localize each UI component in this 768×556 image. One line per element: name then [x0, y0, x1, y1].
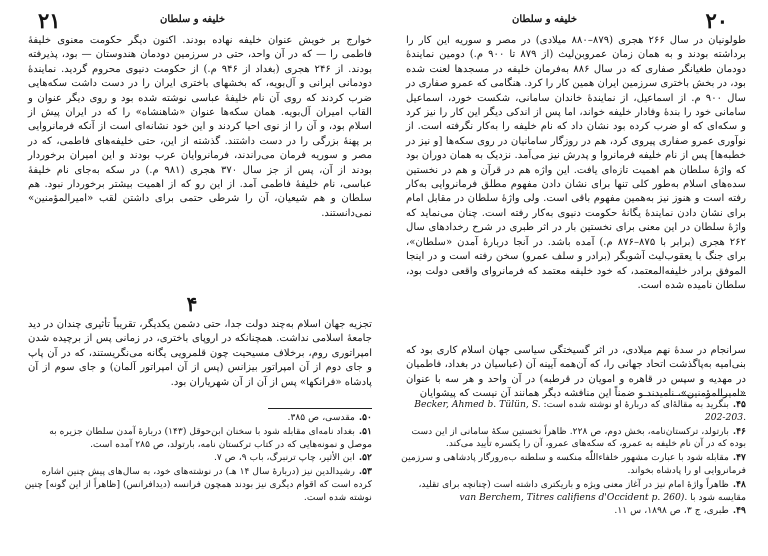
footnote-number: ۵۱.	[358, 425, 372, 437]
footnote-text: بغداد نامه‌ای مقابله شود با سخنان ابن‌حوقل (۱۴۳) دربارهٔ آمدن سلطان جزیره به موصل و نمونه‌هایی که در کتاب ترکستان نامه، بارتولد، ص ۲۸۵ آمده است.	[49, 425, 372, 450]
footnote	[400, 399, 746, 425]
body-paragraph: خوارج بر خویش عنوان خلیفه نهاده بودند. اکنون دیگر حکومت معنوی خلیفهٔ فاطمی را — که در آن واحد، حتی در سرزمین دودمان هندوستان — بود، پذیرفته بودند. از ۲۴۶ هجری (بغداد از ۹۴۶ م.) از حکومت دنیوی محروم گردید. نمایندهٔ دودمانی ایرانی و آل‌بویه، که بخشهای باختری ایران را در دست داشت سکه‌هایی ضرب کردند که روی آن نام خلیفهٔ عباسی نوشته شده بود و روی دیگر عنوان و القاب امیران آل‌بویه. همان سکه‌ها عنوان «شاهنشاه» را که در ایران پیش از اسلام بود، و آن را از نوی احیا کردند و این خود نشانه‌ای است از آنکه فرمانروایی بر پهنهٔ بزرگی را در دست داشتند. گذشته از این، حتی خلیفه‌های فاطمی، که در مصر و سوریه فرمان می‌راندند، فرمانروایان عرب بودند و این امیران برخوردار بودند از آن، پس از جز سال ۳۷۰ هجری (۹۸۱ م.) در سکه به‌جای نام خلیفهٔ عباسی، نام خلیفهٔ فاطمی آمد. از این رو که از اهمیت بیشتر برخوردار نبود. هم سلطان و هم شیعیان، آن را شرطی حتمی برای داشتن لقب «امیرالمؤمنین» نمی‌دانستند.	[28, 35, 373, 219]
footnote	[400, 505, 746, 518]
footnote	[400, 479, 746, 505]
footnote-text: مقابله شود با عبارت مشهور خلفاءاللّٰه منکسه و سلطنه ب‌ه‌رورگار پادشاهی و سرزمین فرمانروایی او را پادشاه بخواند.	[401, 452, 746, 476]
footnote-number: ۵۰.	[358, 412, 372, 423]
footnote-text: بارتولد، ترکستان‌نامه، بخش دوم، ص ۲۲۸. ظاهراً نخستین سکهٔ سامانی از این دست بوده که در آن نام خلیفه به عمرو، که سکه‌های عمرو، آن را یکسره تأیید می‌کند.	[411, 425, 746, 450]
footnote-number: ۴۹.	[732, 505, 746, 517]
running-head: خلیفه و سلطان	[512, 14, 578, 25]
footnote-text: رشیدالدین نیز (دربارهٔ سال ۱۴ هـ) در نوشته‌های خود، به سال‌های پیش چنین اشاره کرده است که اقوام دیگری نیز بودند همچون فرانسه (دیدافرانس) [ظاهراً از این گونه] چنین نوشته شده است.	[24, 466, 372, 503]
footnote-text: ظاهراً واژهٔ امام نیز در آغاز معنی ویژه و باریکتری داشته است (چنانچه برای تقلید، مقایسه شود با	[418, 478, 746, 503]
running-head: خلیفه و سلطان	[160, 14, 226, 25]
footnote	[400, 426, 746, 452]
footnote-citation: Becker, Ahmed b. Tülün, S. 202-203.	[414, 399, 746, 423]
footnote-text: طبری، ج ۳، ص ۱۸۹۸، س ۱۱.	[614, 505, 729, 517]
footnote-number: ۴۸.	[732, 478, 746, 490]
footnote	[22, 426, 372, 452]
footnote-text: بنگرید به مقالهٔ‌ای که دربارهٔ او نوشته شده است:	[543, 399, 729, 410]
page-number: ۲۰	[705, 8, 728, 33]
footnote	[400, 452, 746, 478]
body-paragraph: سرانجام در سدهٔ نهم میلادی، در اثر گسیختگی سیاسی جهان اسلام کاری بود که بنی‌امیه به‌پاگذشت اتحاد جهانی را، که آن‌همه آیینه آن (عباسیان در بغداد، فاطمیان در مهدیه و سپس در قاهره و امویان در قرطبه) در آن واحد و هر سه با عنوان «امیرالمؤمنین»، نامیدند و ضمناً این منافشه دیگر همانند آن نیست که پیشوایان	[406, 345, 746, 400]
footnote-number: ۴۵.	[732, 399, 746, 410]
footnote-text: ابن الأثیر، چاپ ترنبرگ، باب ۹، ص ۷.	[213, 452, 355, 464]
footnotes	[22, 412, 372, 506]
footnote-text: مقدسی، ص ۳۸۵.	[287, 412, 355, 423]
body-paragraph: تجزیه جهان اسلام به‌چند دولت جدا، حتی دشمن یکدیگر، تقریباً تأثیری چندان در دید جامعهٔ اسلامی نداشت. همچنانکه در اروپای باختری، در زمانی پس از برچیده شدن امپراتوری روم، برخلاف مسیحیت چون قلمرویی یگانه می‌نگریستند، که در آن پاپ و جای دوم از آن امپراتور بیزانس (پس از آن امپراتور آلمان) و جای سوم از آن پادشاه «فرانکها» پس از آن از آن شهریاران بود.	[28, 319, 372, 388]
section-number: ۴	[186, 292, 198, 316]
footnote-number: ۵۲.	[358, 452, 372, 464]
footnote	[22, 466, 372, 504]
footnote	[22, 452, 372, 465]
footnote-number: ۴۷.	[732, 452, 746, 464]
body-paragraph: طولونیان در سال ۲۶۶ هجری (۸۷۹–۸۸۰ میلادی) در مصر و سوریه این کار را برداشته بودند و به همان زمان عمروبن‌لیث (از ۸۷۹ تا ۹۰۰ م.) دومین نمایندهٔ دودمان طغیانگر صفاری که در سال ۸۸۶ به‌فرمان خلیفه در مسجدها لعنت شده بود، در بخش باختری سرزمین ایران همین کار را کرد. هنگامی که عمرو صفاری در سال ۹۰۰ م. از اسماعیل، از نمایندهٔ خاندان سامانی، شکست خورد، اسماعیل سامانی خود را بندهٔ وفادار خلیفه خواند، اما پس از اندکی دیگر این کار را نیز کرد و سکه‌ای که او ضرب کرده بود نشان داد که نام خلیفه را به‌کار نگرفته است. از نوآوری عمرو صفاری پیروی کرد، هم در روزگار سامانیان در روی سکه‌ها [و نیز در خطبه‌ها] پس از نام خلیفه فرمانروا و پدرش نیز می‌آمد. نزدیک به همان دوران بود که واژهٔ سلطان هم اهمیت تازه‌ای یافت. این واژه هم در قرآن و هم در نخستین سده‌های اسلام به‌طور کلی تنها برای نشان دادن مفهوم مطلق فرمانروایی به‌کار رفته است و هنوز نیز به‌همین مفهوم باقی است. ولی واژهٔ سلطان در مقابل امام برای نشان دادن نمایندهٔ یگانهٔ حکومت دنیوی به‌کار رفته است. چنان می‌نماید که واژهٔ سلطان در این معنی برای نخستین بار در اثر طبری در شرح رخدادهای سال ۲۶۲ هجری (برابر با ۸۷۵–۸۷۶ م.) آمده باشد. در آنجا دربارهٔ آمدن «سلطان»، برای جنگ با یعقوب‌لیث آشوبگر (برادر و سلف عمرو) سخن رفته است و در اینجا الموفق برادر خلیفه‌المعتمد، که خود خلیفه معتمد که فرمانروای واقعی دولت بود، سلطان نامیده شده است.	[406, 35, 746, 291]
footnote	[22, 412, 372, 425]
right-page	[384, 0, 768, 556]
footnotes	[400, 399, 746, 519]
footnote-number: ۴۶.	[732, 425, 746, 437]
footnote-separator	[640, 395, 746, 396]
footnote-number: ۵۳.	[358, 466, 372, 478]
footnote-separator	[268, 408, 372, 409]
footnote-citation: van Berchem, Titres califiens d'Occident p. 260).	[459, 491, 688, 503]
page-number: ۲۱	[38, 8, 61, 33]
